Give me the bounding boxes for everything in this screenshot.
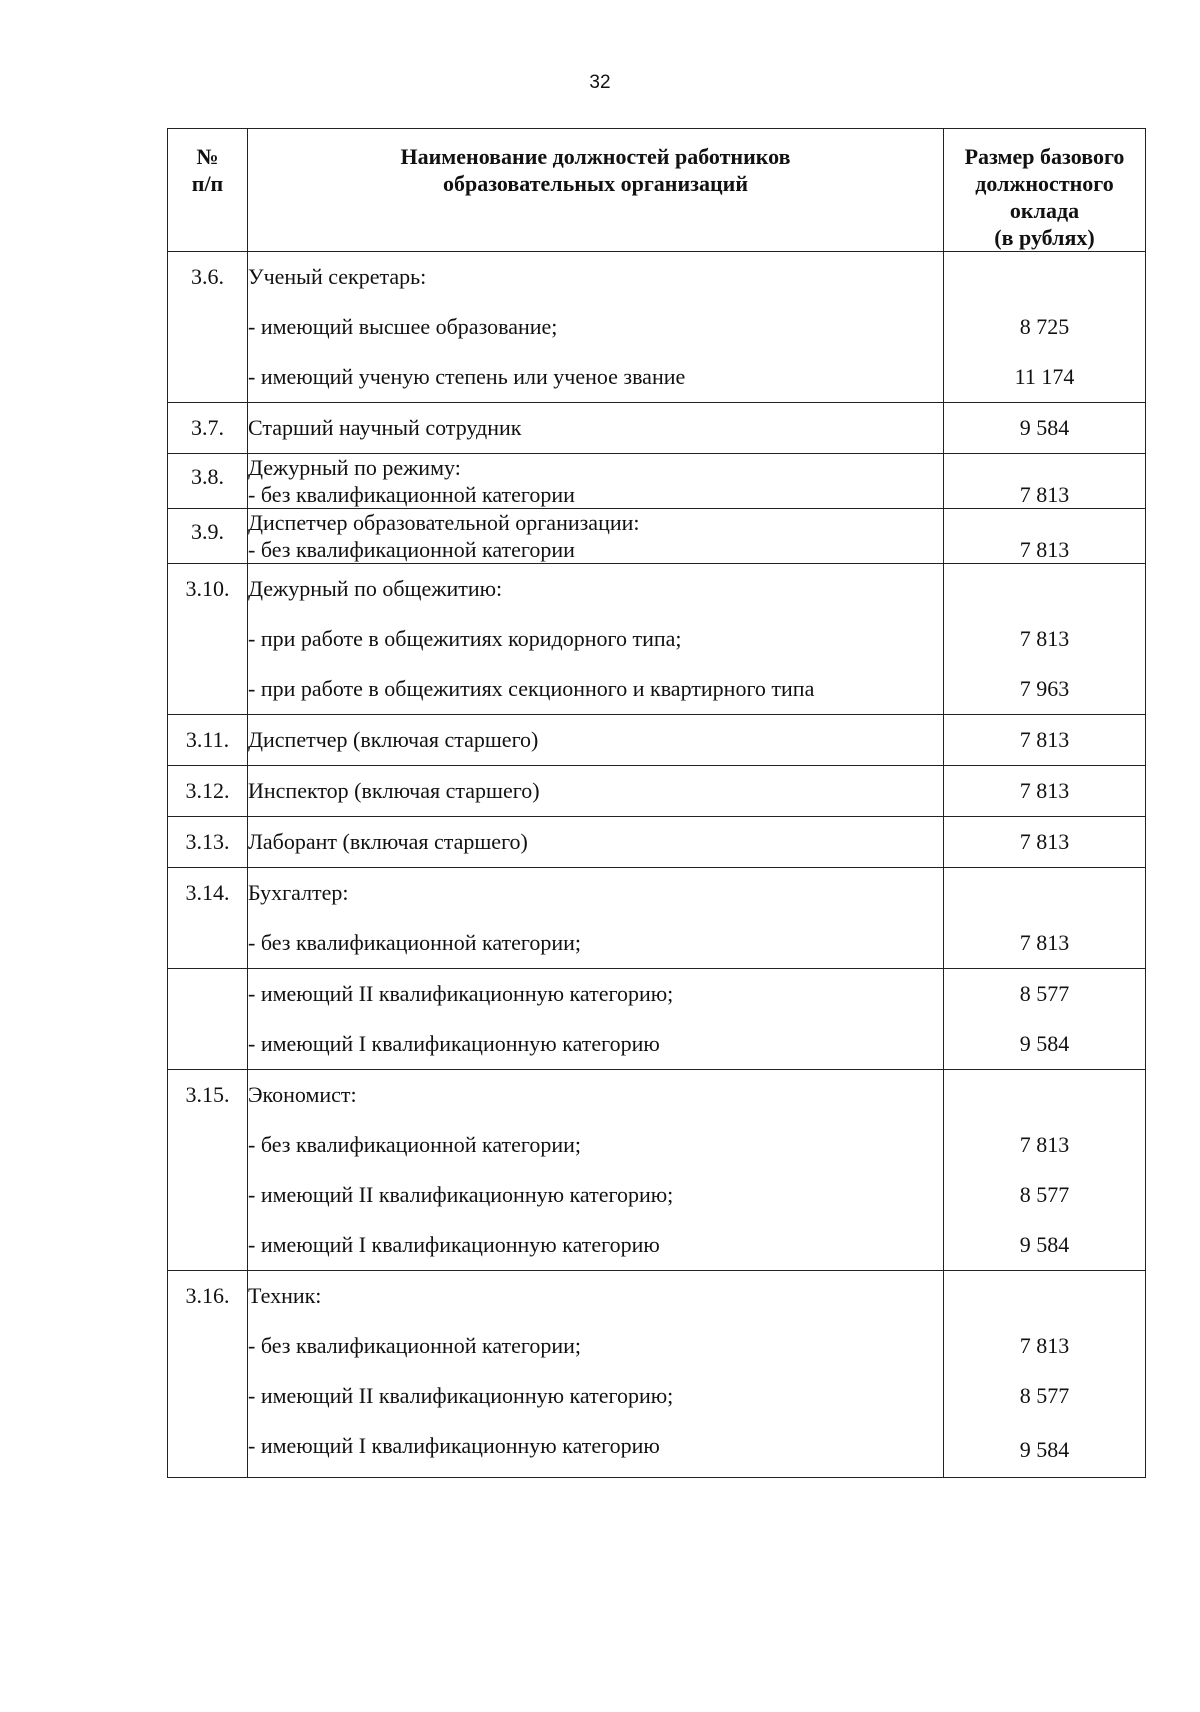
base-salary (944, 509, 1146, 564)
table-row (168, 564, 1146, 715)
salary-value: 9 584 (1019, 415, 1070, 440)
page-number: 32 (589, 72, 611, 93)
table-row (168, 454, 1146, 509)
row-number (168, 564, 248, 715)
position-name (248, 1271, 944, 1478)
salary-value (944, 252, 1145, 302)
header-position-name-line: образовательных организаций (442, 171, 749, 196)
base-salary (944, 715, 1146, 766)
row-number-text: 3.7. (191, 415, 224, 440)
position-line: - имеющий ученую степень или ученое звание (248, 364, 686, 389)
position-name (248, 403, 944, 454)
position-name (248, 509, 944, 564)
salary-value: 7 813 (1019, 930, 1070, 955)
header-base-salary-line: должностного (975, 171, 1114, 196)
row-number (168, 817, 248, 868)
base-salary (944, 969, 1146, 1070)
header-position-name (248, 129, 944, 252)
header-base-salary-line: Размер базового (964, 144, 1125, 169)
position-line: - при работе в общежитиях секционного и квартирного типа (248, 676, 815, 701)
salary-value: 7 813 (1019, 537, 1070, 562)
position-line: Диспетчер (включая старшего) (248, 727, 539, 752)
position-line: - без квалификационной категории; (248, 1132, 582, 1157)
salary-value (944, 868, 1145, 918)
table-row (168, 868, 1146, 969)
base-salary (944, 868, 1146, 969)
row-number (168, 715, 248, 766)
row-number-text: 3.9. (191, 519, 224, 544)
position-name (248, 252, 944, 403)
header-number (168, 129, 248, 252)
base-salary (944, 564, 1146, 715)
row-number (168, 1271, 248, 1478)
position-line: - имеющий II квалификационную категорию; (248, 981, 674, 1006)
salary-value: 7 813 (1019, 1132, 1070, 1157)
row-number (168, 403, 248, 454)
salary-table (167, 128, 1146, 1478)
row-number-text: 3.13. (185, 829, 230, 854)
salary-value (944, 454, 1145, 481)
position-name (248, 766, 944, 817)
position-line: Инспектор (включая старшего) (248, 778, 540, 803)
table-row (168, 1070, 1146, 1271)
position-line: - без квалификационной категории; (248, 930, 582, 955)
salary-value: 7 813 (1019, 1333, 1070, 1358)
salary-value: 7 963 (1019, 676, 1070, 701)
salary-value: 8 577 (1019, 1383, 1070, 1408)
salary-value: 7 813 (1019, 626, 1070, 651)
salary-value: 9 584 (1019, 1031, 1070, 1056)
header-base-salary-line: (в рублях) (994, 225, 1095, 250)
position-line: - имеющий высшее образование; (248, 314, 558, 339)
row-number (168, 969, 248, 1070)
position-line: - имеющий II квалификационную категорию; (248, 1383, 674, 1408)
position-name (248, 969, 944, 1070)
header-position-name-line: Наименование должностей работников (400, 144, 791, 169)
position-line: Экономист: (248, 1082, 357, 1107)
position-line: - без квалификационной категории; (248, 1333, 582, 1358)
position-line: - имеющий I квалификационную категорию (248, 1433, 660, 1458)
table-row (168, 1271, 1146, 1478)
header-number-line: п/п (191, 171, 224, 196)
position-line: - при работе в общежитиях коридорного типа; (248, 626, 682, 651)
base-salary (944, 766, 1146, 817)
salary-value: 8 725 (1019, 314, 1070, 339)
position-line: Ученый секретарь: (248, 264, 427, 289)
row-number-text (168, 969, 247, 1019)
position-line: Диспетчер образовательной организации: (248, 510, 640, 535)
row-number (168, 509, 248, 564)
base-salary (944, 403, 1146, 454)
salary-value: 7 813 (1019, 778, 1070, 803)
salary-value: 7 813 (1019, 829, 1070, 854)
salary-value (944, 1070, 1145, 1120)
position-name (248, 715, 944, 766)
table-row (168, 715, 1146, 766)
position-line: Дежурный по общежитию: (248, 576, 503, 601)
header-number-line: № (196, 144, 219, 169)
row-number-text: 3.16. (185, 1283, 230, 1308)
salary-value: 11 174 (1014, 364, 1075, 389)
position-name (248, 454, 944, 509)
row-number-text: 3.10. (185, 576, 230, 601)
position-line: Старший научный сотрудник (248, 415, 522, 440)
position-line: Лаборант (включая старшего) (248, 829, 528, 854)
position-line: - без квалификационной категории (248, 482, 575, 507)
row-number-text: 3.12. (185, 778, 230, 803)
salary-value (944, 564, 1145, 614)
position-line: - имеющий I квалификационную категорию (248, 1031, 660, 1056)
row-number-text: 3.6. (191, 264, 224, 289)
position-line: Техник: (248, 1283, 322, 1308)
base-salary (944, 1271, 1146, 1478)
table-row (168, 252, 1146, 403)
salary-value: 7 813 (1019, 727, 1070, 752)
table-row (168, 509, 1146, 564)
salary-value: 7 813 (1019, 482, 1070, 507)
row-number (168, 868, 248, 969)
row-number-text: 3.8. (191, 464, 224, 489)
salary-value (944, 1271, 1145, 1321)
row-number-text: 3.14. (185, 880, 230, 905)
table-row (168, 969, 1146, 1070)
table-row (168, 403, 1146, 454)
position-line: - имеющий I квалификационную категорию (248, 1232, 660, 1257)
row-number-text: 3.11. (185, 727, 230, 752)
header-base-salary-line: оклада (1009, 198, 1080, 223)
position-line: - без квалификационной категории (248, 537, 575, 562)
salary-value: 8 577 (1019, 981, 1070, 1006)
position-name (248, 817, 944, 868)
position-spacer (248, 1471, 943, 1477)
table-row (168, 766, 1146, 817)
position-name (248, 1070, 944, 1271)
salary-value: 9 584 (1019, 1232, 1070, 1257)
position-line: Бухгалтер: (248, 880, 349, 905)
position-name (248, 868, 944, 969)
base-salary (944, 817, 1146, 868)
table-row (168, 817, 1146, 868)
row-number (168, 766, 248, 817)
base-salary (944, 252, 1146, 403)
salary-value: 9 584 (1019, 1437, 1070, 1462)
row-number-text: 3.15. (185, 1082, 230, 1107)
table-header-row (168, 129, 1146, 252)
header-base-salary (944, 129, 1146, 252)
position-line: Дежурный по режиму: (248, 455, 461, 480)
row-number (168, 1070, 248, 1271)
base-salary (944, 454, 1146, 509)
row-number (168, 454, 248, 509)
base-salary (944, 1070, 1146, 1271)
salary-value (944, 509, 1145, 536)
row-number (168, 252, 248, 403)
position-line: - имеющий II квалификационную категорию; (248, 1182, 674, 1207)
salary-value: 8 577 (1019, 1182, 1070, 1207)
position-name (248, 564, 944, 715)
